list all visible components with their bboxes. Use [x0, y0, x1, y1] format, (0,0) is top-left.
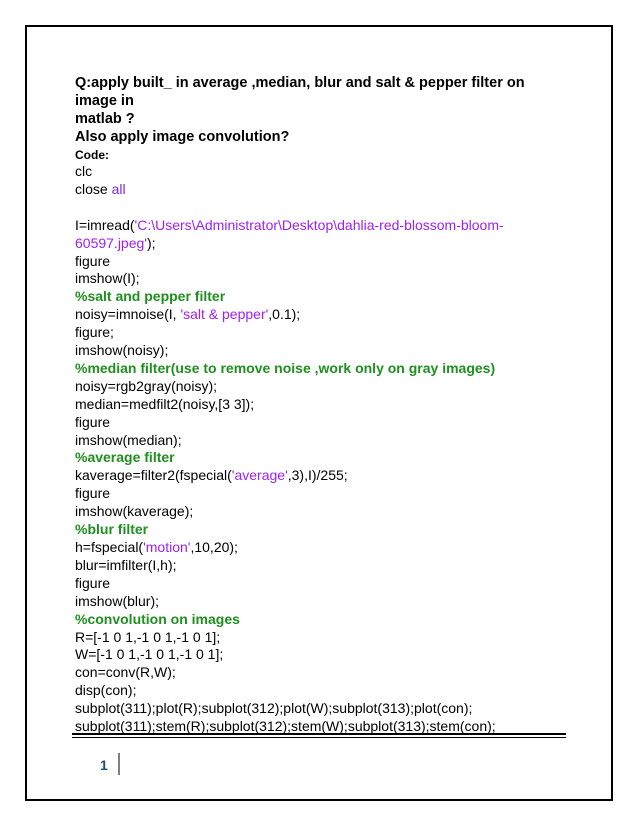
- code-line: [75, 467, 565, 485]
- code-line: subplot(311);stem(R);subplot(312);stem(W);subplot(313);stem(con);: [75, 718, 496, 735]
- code-line: median=medfilt2(noisy,[3 3]);: [75, 395, 255, 412]
- code-text: noisy=imnoise(I,: [75, 306, 181, 323]
- question-line-3: Also apply image convolution?: [75, 129, 290, 145]
- comment-line: %blur filter: [75, 521, 149, 538]
- blank-line: [75, 199, 565, 217]
- comment-line: %median filter(use to remove noise ,work only on gray images): [75, 359, 496, 376]
- code-text: close: [75, 180, 112, 197]
- code-line: figure;: [75, 324, 114, 341]
- code-text: ,0.1);: [268, 306, 301, 323]
- code-block: [75, 163, 565, 736]
- question-line-2: matlab ?: [75, 111, 135, 127]
- string-literal: 'average': [231, 467, 288, 484]
- code-line: imshow(median);: [75, 431, 182, 448]
- code-line: [75, 306, 565, 324]
- code-line: figure: [75, 252, 111, 269]
- code-line: disp(con);: [75, 682, 137, 699]
- code-line: imshow(blur);: [75, 592, 160, 609]
- question-line-1: Q:apply built_ in average ,median, blur and salt & pepper filter on image in: [75, 75, 525, 109]
- code-text: kaverage=filter2(fspecial(: [75, 467, 232, 484]
- comment-line: %average filter: [75, 449, 175, 466]
- string-literal: 'motion': [143, 539, 191, 556]
- string-literal: 'C:\Users\Administrator\Desktop\dahlia-red-blossom-bloom-60597.jpeg': [75, 216, 504, 251]
- code-line: figure: [75, 574, 111, 591]
- string-literal: 'salt & pepper': [180, 306, 269, 323]
- page-number: 1: [100, 757, 108, 773]
- code-label: Code:: [75, 148, 109, 162]
- code-line: clc: [75, 163, 93, 179]
- code-text: ,3),I)/255;: [287, 467, 348, 484]
- code-line: [75, 217, 565, 253]
- code-line: blur=imfilter(I,h);: [75, 556, 177, 573]
- comment-line: %salt and pepper filter: [75, 288, 226, 305]
- code-line: subplot(311);plot(R);subplot(312);plot(W);subplot(313);plot(con);: [75, 700, 473, 717]
- code-line: con=conv(R,W);: [75, 664, 176, 681]
- code-line: noisy=rgb2gray(noisy);: [75, 377, 218, 394]
- comment-line: %convolution on images: [75, 610, 240, 627]
- code-line: imshow(I);: [75, 270, 140, 287]
- code-line: imshow(kaverage);: [75, 503, 194, 520]
- document-content: [75, 74, 565, 736]
- code-text: I=imread(: [75, 216, 135, 233]
- page-number-separator: [118, 753, 120, 775]
- code-line: imshow(noisy);: [75, 342, 169, 359]
- code-line: [75, 539, 565, 557]
- code-line: W=[-1 0 1,-1 0 1,-1 0 1];: [75, 646, 224, 663]
- code-line: figure: [75, 485, 111, 502]
- code-text: ,10,20);: [190, 539, 238, 556]
- keyword: all: [111, 180, 126, 197]
- footer-rule: [72, 733, 566, 735]
- code-text: );: [146, 234, 156, 251]
- code-line: figure: [75, 413, 111, 430]
- code-line: R=[-1 0 1,-1 0 1,-1 0 1];: [75, 628, 221, 645]
- code-line: [75, 181, 565, 199]
- code-text: h=fspecial(: [75, 539, 144, 556]
- footer-rule-thin: [72, 737, 566, 738]
